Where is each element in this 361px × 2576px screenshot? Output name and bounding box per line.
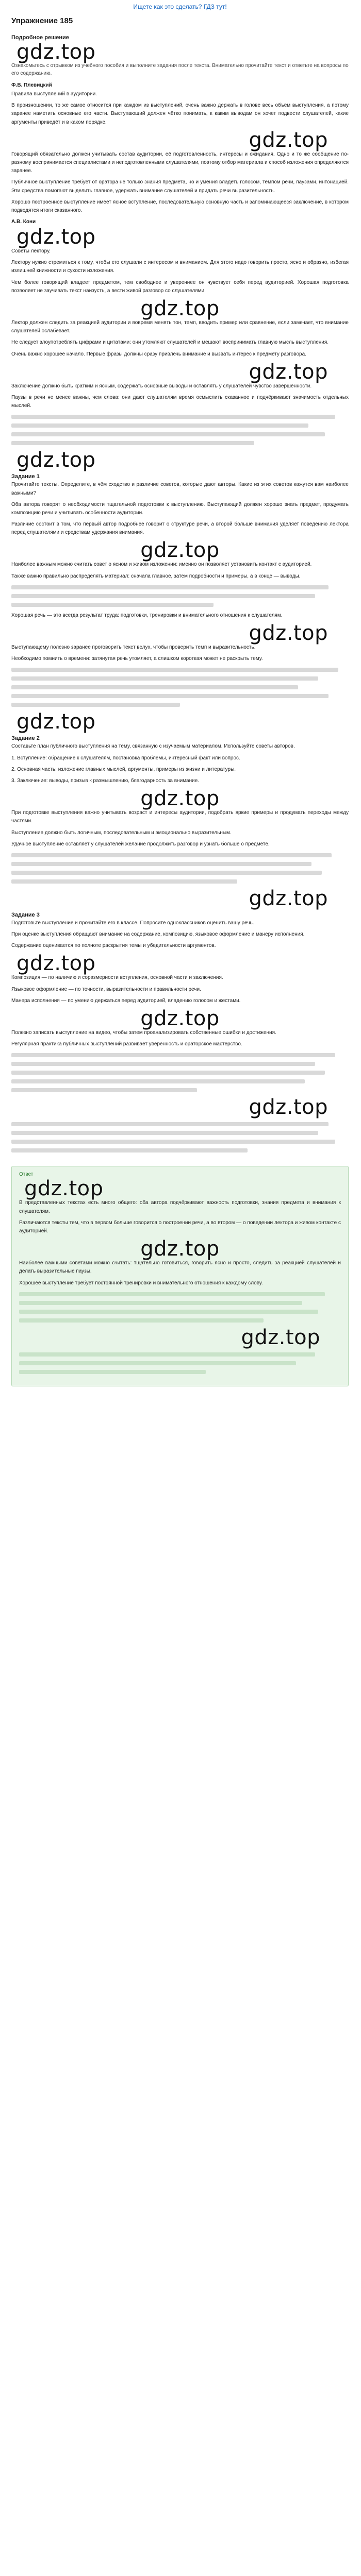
plan-item: При подготовке выступления важно учитывать возраст и интересы аудитории, подобрать яркие примеры и продумать переходы между частями. xyxy=(11,810,349,824)
watermark: gdz.top xyxy=(249,128,328,152)
advice-item: Чем более говорящий владеет предметом, тем свободнее и увереннее он чувствует себя перед аудиторией. Хорошая подготовка позволяет не заучивать текст наизусть, а вести живой разговор со слушателями. xyxy=(11,279,349,294)
text-line xyxy=(19,1310,318,1314)
text-line xyxy=(11,1140,335,1144)
watermark: gdz.top xyxy=(17,40,96,64)
watermark: gdz.top xyxy=(17,952,96,976)
analysis-item: Также важно правильно распределять материал: сначала главное, затем подробности и примеры, а в конце — выводы. xyxy=(11,573,301,579)
watermark: gdz.top xyxy=(140,1237,220,1261)
section-label: Задание 2 xyxy=(11,735,40,742)
text-line xyxy=(11,441,254,445)
list-intro: Советы лектору. xyxy=(11,248,51,255)
advice-item: Заключение должно быть кратким и ясным, содержать основные выводы и оставлять у слушателей чувство завершённости. xyxy=(11,383,312,389)
watermark: gdz.top xyxy=(140,297,220,320)
text-line xyxy=(11,1062,315,1066)
analysis-item: Необходимо помнить о времени: затянутая речь утомляет, а слишком короткая может не раскрыть тему. xyxy=(11,656,263,662)
answer-tag: Ответ xyxy=(19,1172,34,1178)
text-line xyxy=(11,423,308,428)
text-line xyxy=(11,603,214,607)
text-line xyxy=(19,1370,206,1374)
text-line xyxy=(19,1352,315,1357)
section-description: Ознакомьтесь с отрывком из учебного пособия и выполните задания после текста. Внимательно прочитайте текст и ответьте на вопросы по его содержанию. xyxy=(11,63,349,76)
evaluation-item: Композиция — по наличию и соразмерности вступления, основной части и заключения. xyxy=(11,975,223,981)
watermark: gdz.top xyxy=(140,787,220,811)
paragraph: В произношении, то же самое относится при каждом из выступлений, очень важно держать в голове весь объём выступления, а потому заранее наметить основные его части. Выступающий должен чётко понимать, к каким выводам он хочет подвести слушателей, какие аргументы приведёт и в каком порядке. xyxy=(11,103,349,125)
text-line xyxy=(11,1131,318,1135)
plan-item: 2. Основная часть: изложение главных мыслей, аргументы, примеры из жизни и литературы. xyxy=(11,766,236,772)
list-label: А.В. Кони xyxy=(11,219,36,225)
advice-item: Лектор должен следить за реакцией аудитории и вовремя менять тон, темп, вводить пример или сравнение, если замечает, что внимание слушателей ослабевает. xyxy=(11,320,349,334)
section-label: Задание 1 xyxy=(11,473,40,480)
task-intro: Составьте план публичного выступления на тему, связанную с изучаемым материалом. Используйте советы авторов. xyxy=(11,743,295,750)
section-label: Задание 3 xyxy=(11,911,40,918)
plan-item: Выступление должно быть логичным, последовательным и эмоционально выразительным. xyxy=(11,829,232,836)
watermark: gdz.top xyxy=(249,621,328,645)
answer-text: Хорошее выступление требует постоянной тренировки и внимательного отношения к каждому слову. xyxy=(19,1280,263,1286)
task-intro: Подготовьте выступление и прочитайте его в классе. Попросите одноклассников оценить вашу речь. xyxy=(11,920,254,926)
analysis-item: Оба автора говорят о необходимости тщательной подготовки к выступлению. Выступающий должен хорошо знать предмет, продумать композицию речи и учитывать особенности аудитории. xyxy=(11,501,349,516)
text-line xyxy=(11,853,332,857)
text-line xyxy=(19,1361,296,1365)
analysis-item: Наиболее важным можно считать совет о ясном и живом изложении: именно он позволяет установить контакт с аудиторией. xyxy=(11,562,312,568)
text-line xyxy=(11,1079,305,1083)
paragraph: Правила выступлений в аудитории. xyxy=(11,91,97,97)
watermark: gdz.top xyxy=(17,710,96,734)
watermark: gdz.top xyxy=(140,1007,220,1030)
evaluation-item: Языковое оформление — по точности, выразительности и правильности речи. xyxy=(11,986,201,992)
text-line xyxy=(11,415,335,419)
watermark: gdz.top xyxy=(249,1095,328,1120)
section-label: Подробное решение xyxy=(11,35,69,41)
text-line xyxy=(11,862,311,866)
plan-item: Удачное выступление оставляет у слушателей желание продолжить разговор и узнать больше о предмете. xyxy=(11,841,270,847)
paragraph: Публичное выступление требует от оратора не только знания предмета, но и умения владеть голосом, темпом речи, паузами, интонацией. Эти средства помогают выделить главное, удержать внимание слушателей и придать речи выразительность. xyxy=(11,179,349,194)
watermark: gdz.top xyxy=(249,886,328,910)
answer-box xyxy=(11,1166,349,1386)
text-line xyxy=(19,1301,302,1305)
text-line xyxy=(19,1292,325,1296)
advice-item: Паузы в речи не менее важны, чем слова: они дают слушателям время осмыслить сказанное и подчёркивают значимость отдельных мыслей. xyxy=(11,394,349,409)
advice-item: Очень важно хорошее начало. Первые фразы должны сразу привлечь внимание и вызвать интерес к предмету разговора. xyxy=(11,351,306,357)
text-line xyxy=(11,1088,197,1092)
text-line xyxy=(19,1318,264,1323)
task-intro: Прочитайте тексты. Определите, в чём сходство и различие советов, которые дают авторы. Какие из этих советов кажутся вам наиболее важными? xyxy=(11,482,349,496)
plan-item: 1. Вступление: обращение к слушателям, постановка проблемы, интересный факт или вопрос. xyxy=(11,755,240,761)
watermark: gdz.top xyxy=(17,225,96,249)
watermark: gdz.top xyxy=(24,1177,104,1201)
paragraph: Хорошо построенное выступление имеет ясное вступление, последовательную основную часть и запоминающееся заключение, в котором подводятся итоги сказанного. xyxy=(11,199,349,213)
evaluation-item: Полезно записать выступление на видео, чтобы затем проанализировать собственные ошибки и достижения. xyxy=(11,1030,276,1036)
text-line xyxy=(11,1122,329,1126)
text-line xyxy=(11,594,315,598)
evaluation-item: Манера исполнения — по умению держаться перед аудиторией, владению голосом и жестами. xyxy=(11,997,241,1004)
paragraph: Говорящий обязательно должен учитывать состав аудитории, её подготовленность, интересы и ожидания. Одно и то же сообщение по-разному воспринимается специалистами и неподготовленными слушателями, поэтому отбор материала и способ изложения определяются заранее. xyxy=(11,151,349,174)
analysis-item: Различие состоит в том, что первый автор подробнее говорит о структуре речи, а второй больше внимания уделяет поведению лектора перед слушателями и средствам удержания внимания. xyxy=(11,521,349,536)
plan-item: 3. Заключение: выводы, призыв к размышлению, благодарность за внимание. xyxy=(11,777,200,784)
watermark: gdz.top xyxy=(17,448,96,472)
advice-item: Лектору нужно стремиться к тому, чтобы его слушали с интересом и вниманием. Для этого надо говорить просто, ясно и образно, избегая излишней книжности и сухости изложения. xyxy=(11,260,349,274)
answer-text: В представленных текстах есть много общего: оба автора подчёркивают важность подготовки, знания предмета и внимания к слушателям. xyxy=(19,1200,341,1214)
watermark: gdz.top xyxy=(241,1325,320,1349)
text-line xyxy=(11,694,329,698)
text-line xyxy=(11,703,180,707)
exercise-title: Упражнение 185 xyxy=(11,16,73,25)
text-line xyxy=(11,432,325,436)
answer-text: Наиболее важными советами можно считать: тщательно готовиться, говорить ясно и просто, следить за реакцией слушателей и делать выразительные паузы. xyxy=(19,1260,341,1275)
text-line xyxy=(11,668,338,672)
advice-item: Не следует злоупотреблять цифрами и цитатами: они утомляют слушателей и мешают воспринимать главную мысль выступления. xyxy=(11,340,329,346)
text-line xyxy=(11,1053,335,1057)
top-notice-link[interactable]: Ищете как это сделать? ГДЗ тут! xyxy=(133,3,227,10)
text-line xyxy=(11,585,329,589)
text-line xyxy=(11,685,298,689)
author-name: Ф.В. Плевицкий xyxy=(11,82,52,88)
evaluation-item: Содержание оценивается по полноте раскрытия темы и убедительности аргументов. xyxy=(11,943,216,949)
text-line xyxy=(11,676,318,681)
text-line xyxy=(11,1071,325,1075)
watermark: gdz.top xyxy=(249,360,328,384)
text-line xyxy=(11,1148,248,1153)
analysis-item: Хорошая речь — это всегда результат труда: подготовки, тренировки и внимательного отношения к слушателям. xyxy=(11,612,283,618)
answer-text: Различаются тексты тем, что в первом больше говорится о построении речи, а во втором — о поведении лектора и живом контакте с аудиторией. xyxy=(19,1219,341,1234)
text-line xyxy=(11,879,237,884)
analysis-item: Выступающему полезно заранее проговорить текст вслух, чтобы проверить темп и выразительность. xyxy=(11,645,256,650)
evaluation-item: При оценке выступления обращают внимание на содержание, композицию, языковое оформление и манеру исполнения. xyxy=(11,931,305,938)
watermark: gdz.top xyxy=(140,538,220,563)
evaluation-item: Регулярная практика публичных выступлений развивает уверенность и ораторское мастерство. xyxy=(11,1041,242,1047)
text-line xyxy=(11,871,322,875)
